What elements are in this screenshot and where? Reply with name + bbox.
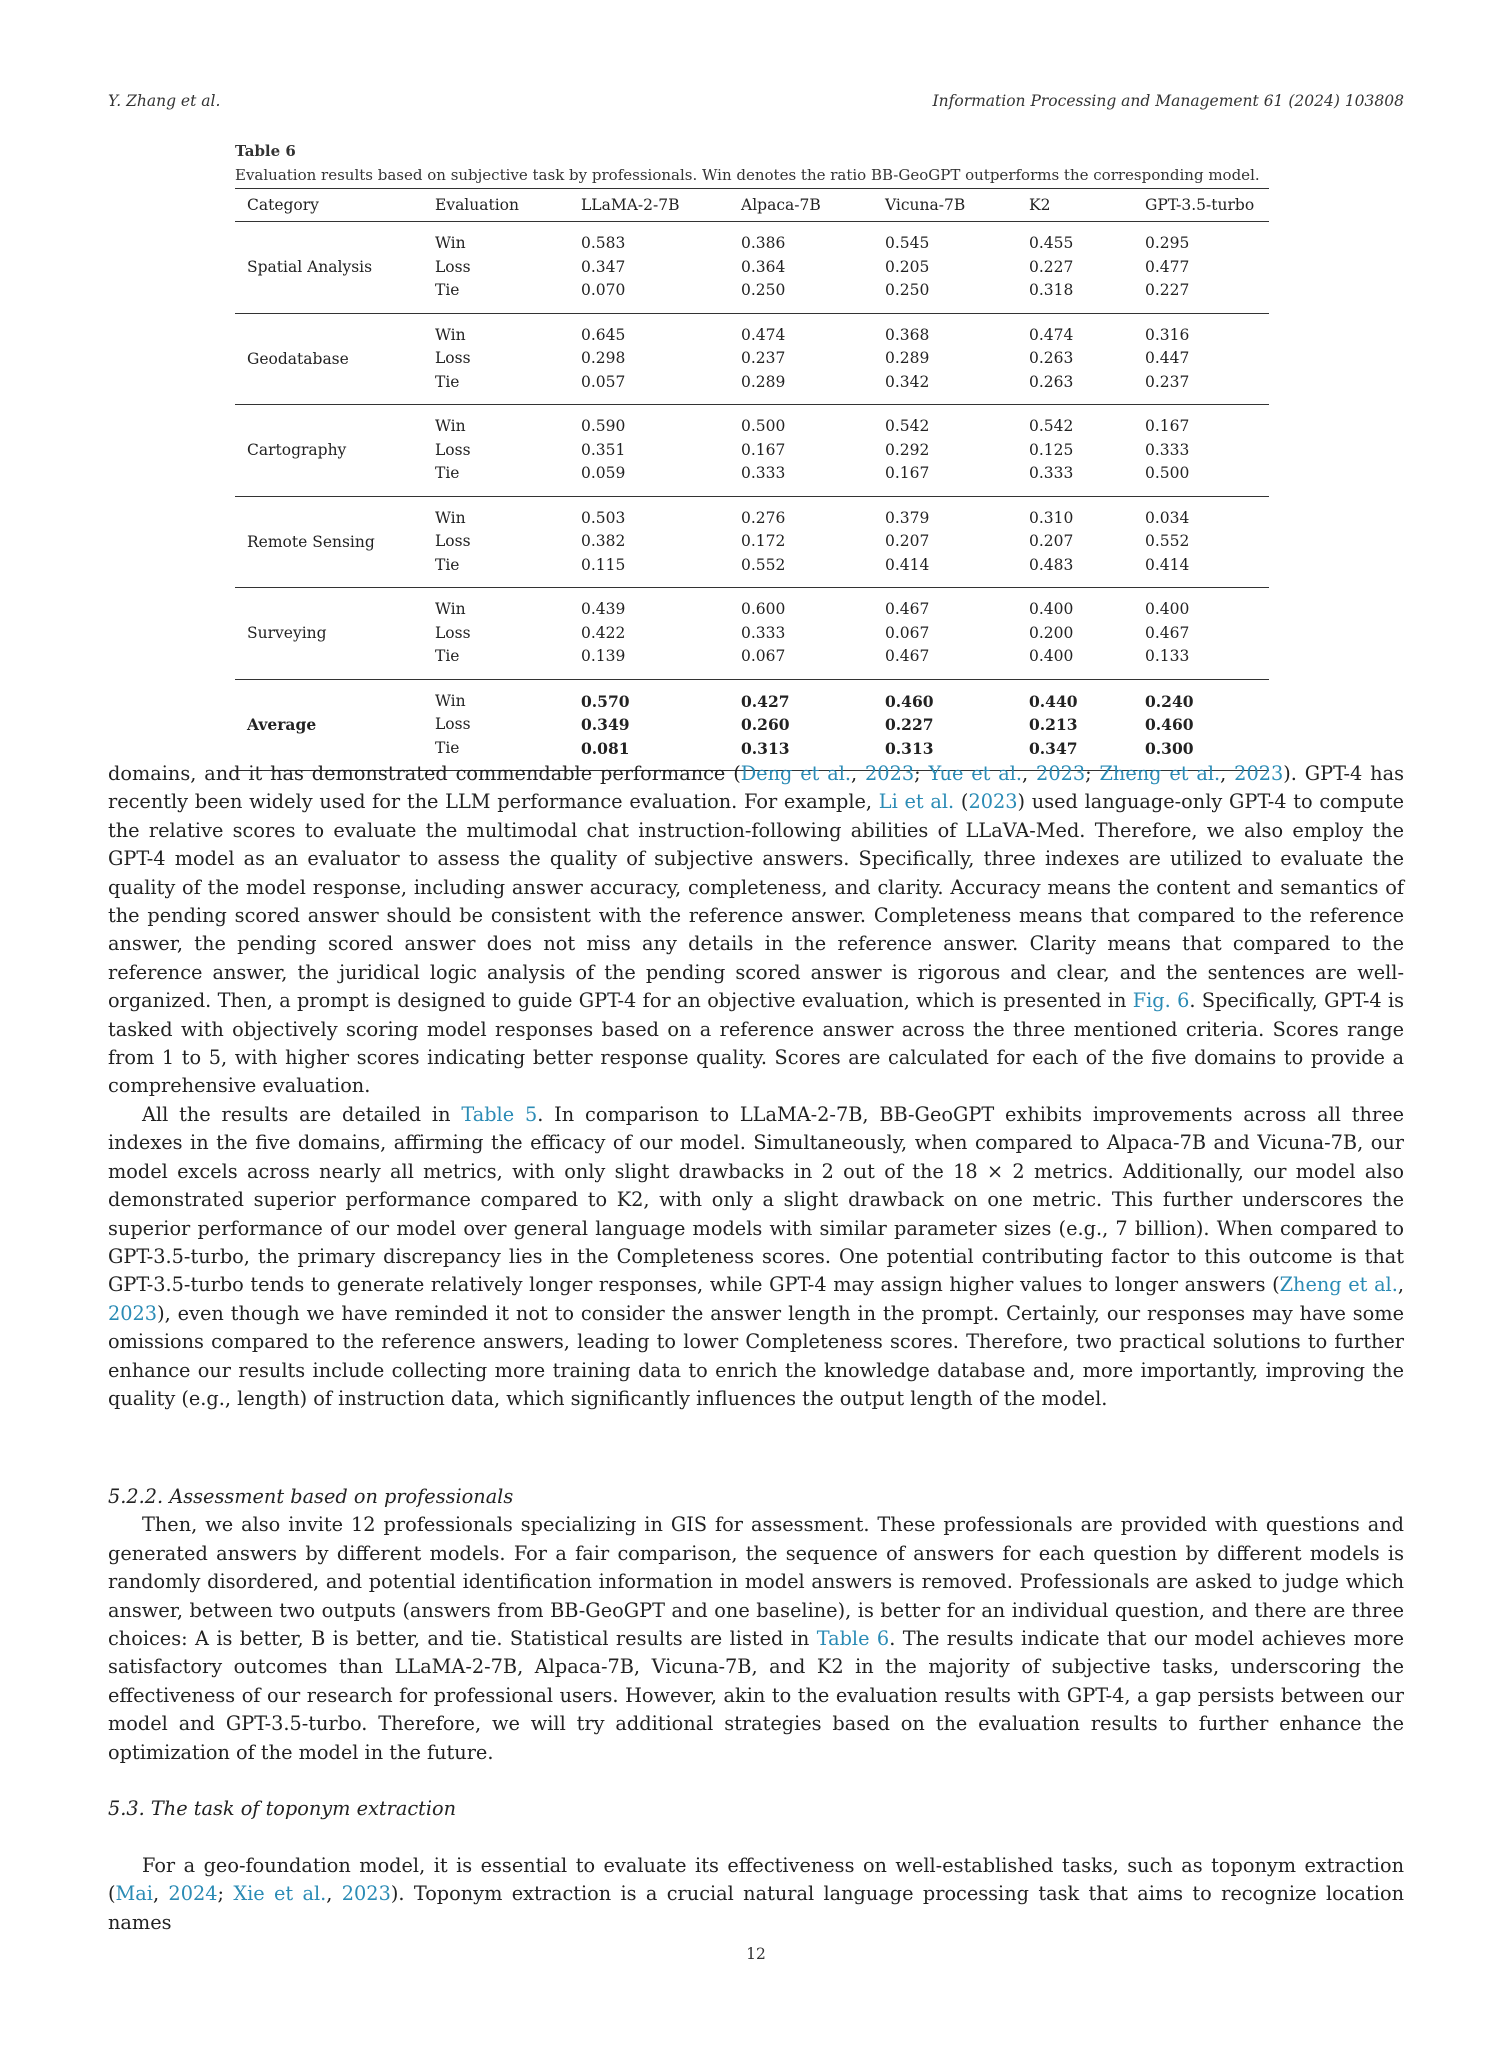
citation-link[interactable]: 2023 [1036,762,1086,785]
value: 0.313 [741,738,790,758]
value-cell [729,496,873,588]
table-body [235,222,1269,771]
value-cell [873,588,1017,680]
table-row [235,405,1269,497]
header-cell: LLaMA-2-7B [569,189,729,222]
value: 0.237 [1145,372,1190,391]
table-6 [235,142,1269,771]
value: 0.295 [1145,234,1190,252]
value: 0.240 [1145,691,1194,711]
value: 0.067 [741,647,786,665]
value: 0.545 [885,234,930,252]
evaluation-cell [423,405,569,497]
table-caption: Evaluation results based on subjective task by professionals. Win denotes the ratio BB-GeoGPT outperforms the corresponding model. [235,166,1260,184]
table-row [235,222,1269,314]
table-row [235,496,1269,588]
value: 0.172 [741,532,786,550]
metric-label: Win [435,325,466,344]
value-cell [1017,496,1133,588]
value: 0.474 [741,325,786,344]
metric-label: Tie [435,281,460,299]
value: 0.447 [1145,349,1190,367]
evaluation-cell [423,313,569,405]
value: 0.250 [885,281,930,299]
value: 0.227 [885,715,934,734]
value: 0.467 [885,647,930,665]
value: 0.298 [581,349,626,367]
category-cell: Spatial Analysis [235,222,423,314]
value: 0.467 [1145,623,1190,642]
table-row [235,679,1269,771]
value: 0.292 [885,440,930,459]
evaluation-cell [423,222,569,314]
value: 0.645 [581,325,626,344]
citation-link[interactable]: 2024 [168,1882,218,1906]
metric-label: Loss [435,349,471,367]
citation-link[interactable]: 2023 [1234,762,1284,785]
value: 0.386 [741,234,786,252]
value: 0.207 [1029,532,1074,550]
value: 0.474 [1029,325,1074,344]
value: 0.590 [581,417,626,435]
category-cell: Geodatabase [235,313,423,405]
value: 0.500 [1145,464,1190,482]
metric-label: Tie [435,555,460,574]
value: 0.207 [885,532,930,550]
value: 0.467 [885,600,930,618]
value: 0.440 [1029,691,1078,711]
header-cell: GPT-3.5-turbo [1133,189,1269,222]
metric-label: Loss [435,257,471,276]
value: 0.237 [741,349,786,367]
value: 0.276 [741,508,786,527]
value-cell [1017,313,1133,405]
citation-link[interactable]: Mai [115,1882,153,1906]
value: 0.503 [581,508,626,527]
value-cell [1017,222,1133,314]
citation-link[interactable]: 2023 [865,762,915,785]
value: 0.347 [1029,738,1078,758]
value-cell [729,679,873,771]
value: 0.333 [741,623,786,642]
page-number: 12 [746,1945,766,1963]
value: 0.167 [1145,417,1190,435]
value: 0.542 [1029,417,1074,435]
value: 0.552 [1145,532,1190,550]
citation-link[interactable]: Xie et al. [233,1882,327,1906]
metric-label: Loss [435,715,471,733]
value: 0.439 [581,600,626,618]
citation-link[interactable]: Zheng et al. [1279,1273,1398,1297]
metric-label: Win [435,234,466,252]
value-cell [873,679,1017,771]
paragraph-results: All the results are detailed in Table 5. In comparison to LLaMA-2-7B, BB-GeoGPT exhibits improvements across all three indexes in the five domains, affirming the efficacy of our model. Simultaneously, when compared to Alpaca-7B and Vicuna-7B, our model excels across nearly all metrics, with only slight drawbacks in 2 out of the 18 × 2 metrics. Additionally, our model also demonstrated superior performance compared to K2, with only a slight drawback on one metric. This further underscores the superior performance of our model over general language models with similar parameter sizes (e.g., 7 billion). When compared to GPT-3.5-turbo, the primary discrepancy lies in the Completeness scores. One potential contributing factor to this outcome is that GPT-3.5-turbo tends to generate relatively longer responses, while GPT-4 may assign higher values to longer answers (Zheng et al., 2023), even though we have reminded it not to consider the answer length in the prompt. Certainly, our responses may have some omissions compared to the reference answers, leading to lower Completeness scores. Therefore, two practical solutions to further enhance our results include collecting more training data to enrich the knowledge database and, more importantly, improving the quality (e.g., length) of instruction data, which significantly influences the output length of the model. [108,1102,1404,1410]
table-label: Table 6 [235,142,296,160]
citation-link[interactable]: Deng et al. [740,762,852,785]
category-cell: Surveying [235,588,423,680]
value: 0.583 [581,234,626,252]
value-cell [569,679,729,771]
value: 0.542 [885,417,930,435]
value: 0.414 [1145,555,1190,574]
paragraph-professionals: Then, we also invite 12 professionals specializing in GIS for assessment. These professionals are provided with questions and generated answers by different models. For a fair comparison, the sequence of answers for each question by different models is randomly disordered, and potential identification information in model answers is removed. Professionals are asked to judge which answer, between two outputs (answers from BB-GeoGPT and one baseline), is better for an individual question, and there are three choices: A is better, B is better, and tie. Statistical results are listed in Table 6. The results indicate that our model achieves more satisfactory outcomes than LLaMA-2-7B, Alpaca-7B, Vicuna-7B, and K2 in the majority of subjective tasks, underscoring the effectiveness of our research for professional users. However, akin to the evaluation results with GPT-4, a gap persists between our model and GPT-3.5-turbo. Therefore, we will try additional strategies based on the evaluation results to further enhance the optimization of the model in the future. [108,1513,1404,1764]
evaluation-cell [423,588,569,680]
value: 0.289 [741,372,786,391]
value: 0.552 [741,555,786,574]
body-text-top [108,760,1404,1413]
header-cell: K2 [1017,189,1133,222]
citation-link[interactable]: 2023 [108,1301,158,1325]
value: 0.477 [1145,257,1190,276]
results-table [235,188,1269,771]
value: 0.310 [1029,508,1074,527]
table-row [235,588,1269,680]
category-cell: Remote Sensing [235,496,423,588]
value: 0.034 [1145,508,1190,527]
value: 0.460 [885,691,934,711]
evaluation-cell [423,679,569,771]
value: 0.318 [1029,281,1074,299]
figure-link[interactable]: Fig. 6 [1132,989,1190,1013]
value: 0.342 [885,372,930,391]
value: 0.500 [741,417,786,435]
value: 0.368 [885,325,930,344]
value: 0.263 [1029,349,1074,367]
value: 0.455 [1029,234,1074,252]
value: 0.067 [885,623,930,642]
value: 0.227 [1145,281,1190,299]
metric-label: Win [435,417,466,435]
section-heading-522: 5.2.2. Assessment based on professionals [108,1485,514,1508]
value: 0.460 [1145,715,1194,734]
value-cell [729,313,873,405]
header-cell: Category [235,189,423,222]
section-heading-53: 5.3. The task of toponym extraction [108,1797,457,1820]
value-cell [569,405,729,497]
running-header-authors: Y. Zhang et al. [108,92,221,110]
value: 0.300 [1145,738,1194,758]
value: 0.333 [741,464,786,482]
value: 0.167 [741,440,786,459]
value-cell [569,496,729,588]
evaluation-cell [423,496,569,588]
category-cell: Cartography [235,405,423,497]
section-heading-53-block [108,1795,1404,1823]
header-cell: Evaluation [423,189,569,222]
value: 0.167 [885,464,930,482]
value: 0.422 [581,623,626,642]
citation-link[interactable]: Zheng et al. [1099,762,1221,785]
metric-label: Tie [435,372,460,391]
body-text-section-522 [108,1483,1404,1767]
metric-label: Loss [435,532,471,550]
value: 0.333 [1029,464,1074,482]
value: 0.213 [1029,715,1078,734]
value-cell [1133,588,1269,680]
value-cell [873,496,1017,588]
value-cell [1017,405,1133,497]
value: 0.414 [885,555,930,574]
value: 0.200 [1029,623,1074,642]
value-cell [729,405,873,497]
table-row [235,313,1269,405]
value: 0.205 [885,257,930,276]
value-cell [729,588,873,680]
value: 0.059 [581,464,626,482]
value-cell [873,313,1017,405]
value-cell [873,405,1017,497]
value: 0.057 [581,372,626,391]
metric-label: Win [435,600,466,618]
value: 0.115 [581,555,626,574]
citation-link[interactable]: Yue et al. [928,762,1023,785]
value: 0.081 [581,738,630,758]
value: 0.070 [581,281,626,299]
metric-label: Tie [435,647,460,665]
value: 0.382 [581,532,626,550]
metric-label: Tie [435,464,460,482]
value: 0.333 [1145,440,1190,459]
value: 0.400 [1029,600,1074,618]
value: 0.351 [581,440,626,459]
value: 0.570 [581,691,630,711]
value: 0.379 [885,508,930,527]
value-cell [1133,222,1269,314]
table-header-row [235,189,1269,222]
paragraph-gpt4-eval: domains, and it has demonstrated commendable performance (Deng et al., 2023; Yue et al., 2023; Zheng et al., 2023). GPT-4 has recently been widely used for the LLM performance evaluation. For example, Li et al. (2023) used language-only GPT-4 to compute the relative scores to evaluate the multimodal chat instruction-following abilities of LLaVA-Med. Therefore, we also employ the GPT-4 model as an evaluator to assess the quality of subjective answers. Specifically, three indexes are utilized to evaluate the quality of the model response, including answer accuracy, completeness, and clarity. Accuracy means the content and semantics of the pending scored answer should be consistent with the reference answer. Completeness means that compared to the reference answer, the pending scored answer does not miss any details in the reference answer. Clarity means that compared to the reference answer, the juridical logic analysis of the pending scored answer is rigorous and clear, and the sentences are well-organized. Then, a prompt is designed to guide GPT-4 for an objective evaluation, which is presented in Fig. 6. Specifically, GPT-4 is tasked with objectively scoring model responses based on a reference answer across the three mentioned criteria. Scores range from 1 to 5, with higher scores indicating better response quality. Scores are calculated for each of the five domains to provide a comprehensive evaluation. [108,762,1405,1098]
metric-label: Loss [435,440,471,459]
value: 0.400 [1145,600,1190,618]
header-cell: Vicuna-7B [873,189,1017,222]
value-cell [569,222,729,314]
metric-label: Win [435,508,466,527]
value: 0.347 [581,257,626,276]
value: 0.364 [741,257,786,276]
value: 0.260 [741,715,790,734]
value: 0.483 [1029,555,1074,574]
value-cell [873,222,1017,314]
value: 0.139 [581,647,626,665]
metric-label: Tie [435,738,460,757]
value-cell [569,588,729,680]
value-cell [1017,588,1133,680]
value: 0.313 [885,738,934,758]
value: 0.250 [741,281,786,299]
value: 0.600 [741,600,786,618]
value: 0.427 [741,691,790,711]
value: 0.227 [1029,257,1074,276]
value: 0.289 [885,349,930,367]
body-text-section-53 [108,1852,1404,1937]
value: 0.400 [1029,647,1074,665]
running-header-journal: Information Processing and Management 61 (2024) 103808 [932,92,1404,110]
value: 0.133 [1145,647,1190,665]
value-cell [729,222,873,314]
value-cell [1133,405,1269,497]
metric-label: Loss [435,623,471,642]
value: 0.263 [1029,372,1074,391]
paragraph-toponym: For a geo-foundation model, it is essential to evaluate its effectiveness on well-established tasks, such as toponym extraction (Mai, 2024; Xie et al., 2023). Toponym extraction is a crucial natural language processing task that aims to recognize location names [108,1854,1404,1934]
citation-link[interactable]: Li et al. [878,790,955,814]
header-cell: Alpaca-7B [729,189,873,222]
table-link[interactable]: Table 5 [461,1102,538,1126]
value: 0.125 [1029,440,1074,459]
value-cell [1017,679,1133,771]
value-cell [1133,679,1269,771]
value: 0.316 [1145,325,1190,344]
value-cell [1133,313,1269,405]
table-link[interactable]: Table 6 [816,1627,890,1651]
value-cell [1133,496,1269,588]
value-cell [569,313,729,405]
citation-link[interactable]: 2023 [968,790,1018,814]
value: 0.349 [581,715,630,734]
category-cell: Average [235,679,423,771]
metric-label: Win [435,691,466,710]
citation-link[interactable]: 2023 [341,1882,391,1906]
